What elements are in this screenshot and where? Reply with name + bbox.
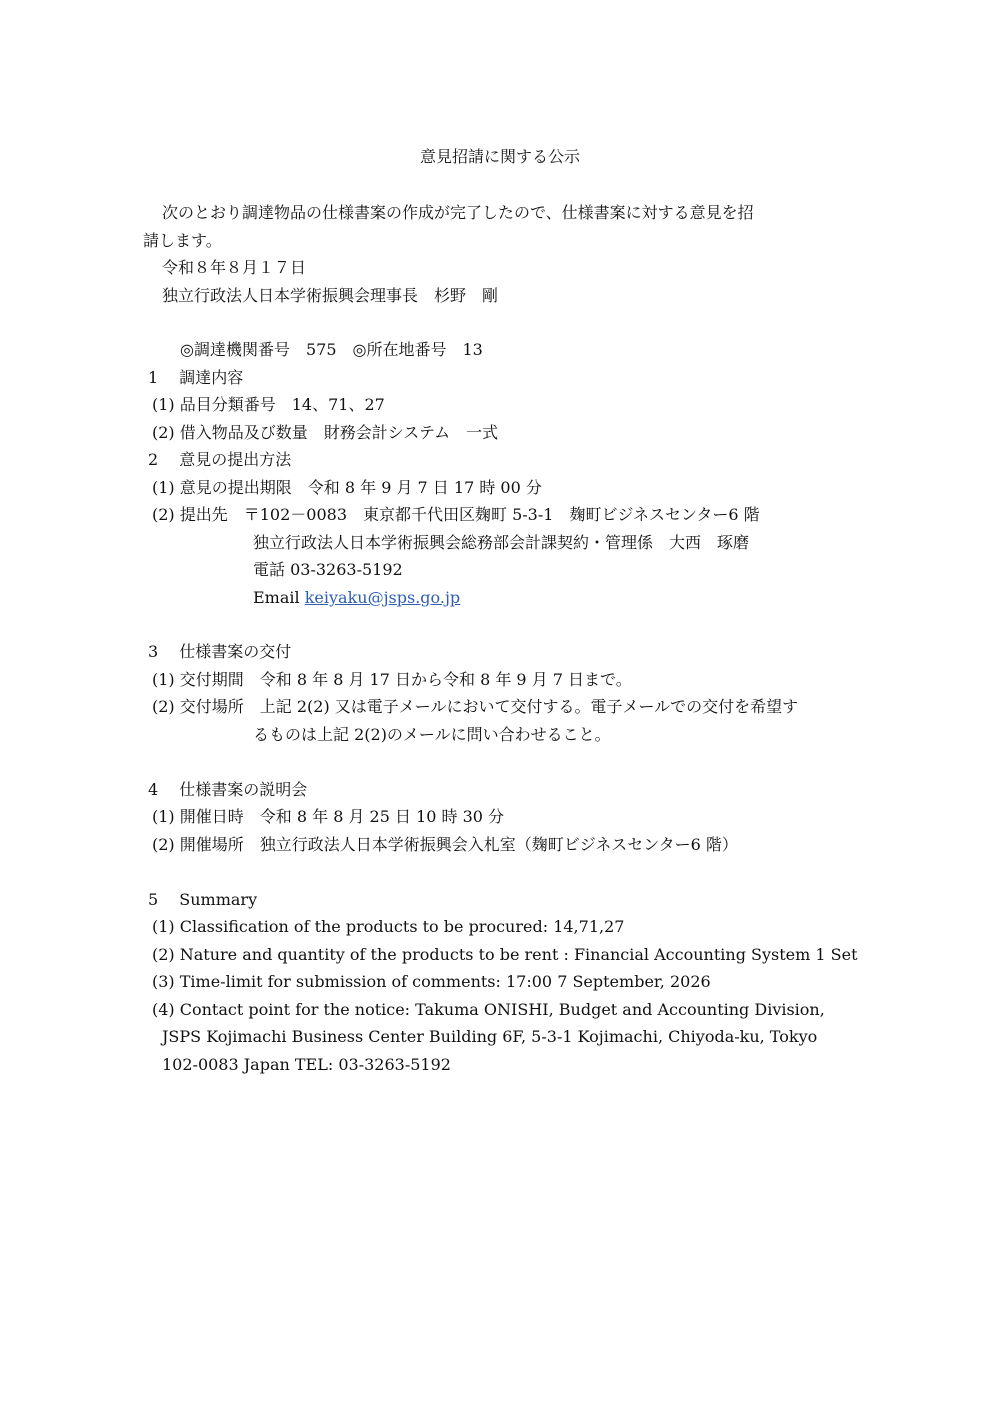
section-5-heading: 5 Summary	[148, 890, 258, 909]
procurement-codes: ◎調達機関番号 575 ◎所在地番号 13	[180, 340, 483, 359]
summary-item-4: (4) Contact point for the notice: Takuma ONISHI, Budget and Accounting Division,	[152, 1000, 825, 1019]
section-1-heading: 1 調達内容	[148, 368, 244, 387]
section-3-item-1: (1) 交付期間 令和 8 年 8 月 17 日から令和 8 年 9 月 7 日まで。	[152, 670, 632, 689]
section-3-heading: 3 仕様書案の交付	[148, 642, 292, 661]
page-title: 意見招請に関する公示	[419, 147, 580, 166]
summary-item-3: (3) Time-limit for submission of comments: 17:00 7 September, 2026	[152, 972, 711, 991]
section-2-email-line	[253, 588, 460, 608]
section-4-heading: 4 仕様書案の説明会	[148, 780, 308, 799]
email-label: Email	[253, 588, 305, 607]
email-link[interactable]: keiyaku@jsps.go.jp	[304, 588, 461, 607]
intro-line-1: 次のとおり調達物品の仕様書案の作成が完了したので、仕様書案に対する意見を招	[162, 203, 754, 222]
section-1-item-1: (1) 品目分類番号 14、71、27	[152, 395, 385, 414]
section-2-item-1: (1) 意見の提出期限 令和 8 年 9 月 7 日 17 時 00 分	[152, 478, 542, 497]
section-4-item-2: (2) 開催場所 独立行政法人日本学術振興会入札室（麹町ビジネスセンター6 階）	[152, 835, 738, 854]
intro-line-2: 請します。	[143, 231, 222, 250]
section-1-item-2: (2) 借入物品及び数量 財務会計システム 一式	[152, 423, 499, 442]
summary-item-4-cont-2: 102-0083 Japan TEL: 03-3263-5192	[162, 1055, 451, 1074]
section-3-item-2-cont: るものは上記 2(2)のメールに問い合わせること。	[253, 725, 611, 744]
section-2-item-2: (2) 提出先 〒102－0083 東京都千代田区麹町 5-3-1 麹町ビジネスセンター6 階	[152, 505, 760, 524]
notice-date: 令和８年８月１７日	[162, 258, 307, 277]
summary-item-2: (2) Nature and quantity of the products to be rent : Financial Accounting System 1 Set	[152, 945, 858, 964]
summary-item-1: (1) Classification of the products to be procured: 14,71,27	[152, 917, 625, 936]
section-4-item-1: (1) 開催日時 令和 8 年 8 月 25 日 10 時 30 分	[152, 807, 505, 826]
section-3-item-2: (2) 交付場所 上記 2(2) 又は電子メールにおいて交付する。電子メールでの交付を希望す	[152, 697, 799, 716]
issuer: 独立行政法人日本学術振興会理事長 杉野 剛	[162, 286, 499, 305]
summary-item-4-cont-1: JSPS Kojimachi Business Center Building 6F, 5-3-1 Kojimachi, Chiyoda-ku, Tokyo	[162, 1027, 818, 1046]
section-2-heading: 2 意見の提出方法	[148, 450, 292, 469]
section-2-contact-office: 独立行政法人日本学術振興会総務部会計課契約・管理係 大西 琢磨	[253, 533, 750, 552]
section-2-phone: 電話 03-3263-5192	[253, 560, 403, 579]
